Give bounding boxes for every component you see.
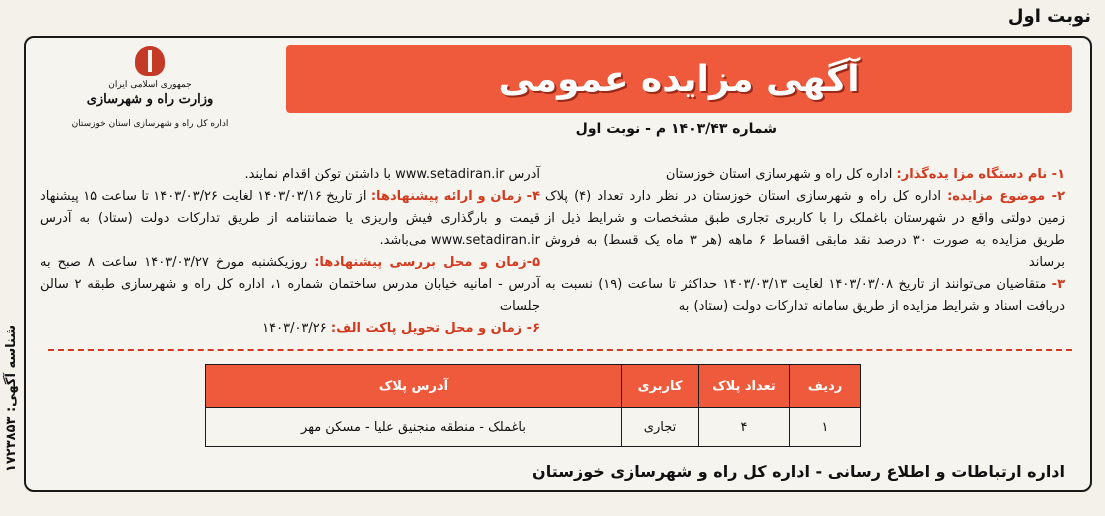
item-3-cont <box>40 164 540 186</box>
cell-row-no: ۱ <box>790 408 861 447</box>
col-header-row-no: ردیف <box>790 365 861 408</box>
plots-table <box>205 364 861 447</box>
item-label: ۱- نام دستگاه مزا یده‌گذار: <box>896 167 1065 182</box>
emblem-line-2: وزارت راه و شهرسازی <box>86 92 214 107</box>
item-label: ۵-زمان و محل بررسی پیشنهادها: <box>314 255 540 270</box>
item-text: متقاضیان می‌توانند از تاریخ ۱۴۰۳/۰۳/۰۸ لغایت ۱۴۰۳/۰۳/۱۳ حداکثر تا ساعت (۱۹) نسبت به دریافت اسناد و شرایط مزایده از طریق سامانه تدارکات دولت (ستاد) به <box>545 277 1065 314</box>
table-header-row <box>206 365 861 408</box>
item-2 <box>545 186 1065 274</box>
item-text: آدرس www.setadiran.ir با داشتن توکن اقدام نمایند. <box>244 167 540 182</box>
item-text: ۱۴۰۳/۰۳/۲۶ <box>262 321 331 336</box>
ad-id-label: شناسه آگهی: ۱۷۲۳۸۵۳ <box>4 324 20 472</box>
col-header-usage: کاربری <box>622 365 699 408</box>
col-header-plot-count: تعداد پلاک <box>699 365 790 408</box>
header-banner <box>286 45 1072 113</box>
content-left-column <box>40 164 540 340</box>
content-right-column <box>545 164 1065 318</box>
col-header-address: آدرس پلاک <box>206 365 622 408</box>
item-text: اداره کل راه و شهرسازی استان خوزستان در نظر دارد تعداد (۴) پلاک زمین دولتی واقع در شهرستان باغملک را با کاربری تجاری طبق مشخصات و شرایط ذیل از طریق مزایده به صورت ۳۰ درصد نقد مابقی اقساط ۶ ماهه (هر ۳ ماه یک قسط) به فروش برساند <box>545 189 1065 270</box>
footer-text: اداره ارتباطات و اطلاع رسانی - اداره کل راه و شهرسازی خوزستان <box>532 462 1065 481</box>
iran-emblem-icon <box>135 46 165 76</box>
item-label: ۲- موضوع مزایده: <box>947 189 1065 204</box>
item-label: ۳- <box>1051 277 1066 292</box>
round-label: نوبت اول <box>1007 6 1091 27</box>
item-label: ۶- زمان و محل تحویل پاکت الف: <box>330 321 540 336</box>
item-4 <box>40 186 540 252</box>
notice-number: شماره ۱۴۰۳/۴۳ م - نوبت اول <box>575 121 777 137</box>
item-1 <box>545 164 1065 186</box>
page-title: آگهی مزایده عمومی <box>498 58 860 100</box>
emblem-line-1: جمهوری اسلامی ایران <box>108 80 192 90</box>
emblem-line-3: اداره کل راه و شهرسازی استان خوزستان <box>71 119 229 129</box>
ministry-emblem <box>40 46 260 156</box>
item-6 <box>40 318 540 340</box>
item-text: روزیکشنبه مورخ ۱۴۰۳/۰۳/۲۷ ساعت ۸ صبح به آدرس - امانیه خیابان مدرس ساختمان شماره ۱، اداره کل راه و شهرسازی طبقه ۲ سالن جلسات <box>40 255 540 314</box>
item-text: اداره کل راه و شهرسازی استان خوزستان <box>665 167 897 182</box>
item-label: ۴- زمان و ارائه پیشنهادها: <box>370 189 541 204</box>
cell-usage: تجاری <box>622 408 699 447</box>
item-3 <box>545 274 1065 318</box>
item-text: از تاریخ ۱۴۰۳/۰۳/۱۶ لغایت ۱۴۰۳/۰۳/۲۶ تا ساعت ۱۵ پیشنهاد قیمت و بارگذاری فیش واریزی یا ضمانتنامه از طریق تدارکات دولت (ستاد) به آدرس www.setadiran.ir می‌باشد. <box>40 189 540 248</box>
cell-plot-count: ۴ <box>699 408 790 447</box>
table-row <box>206 408 861 447</box>
dashed-divider <box>48 349 1072 351</box>
item-5 <box>40 252 540 318</box>
side-id <box>2 288 22 508</box>
cell-address: باغملک - منطقه منجنیق علیا - مسکن مهر <box>206 408 622 447</box>
